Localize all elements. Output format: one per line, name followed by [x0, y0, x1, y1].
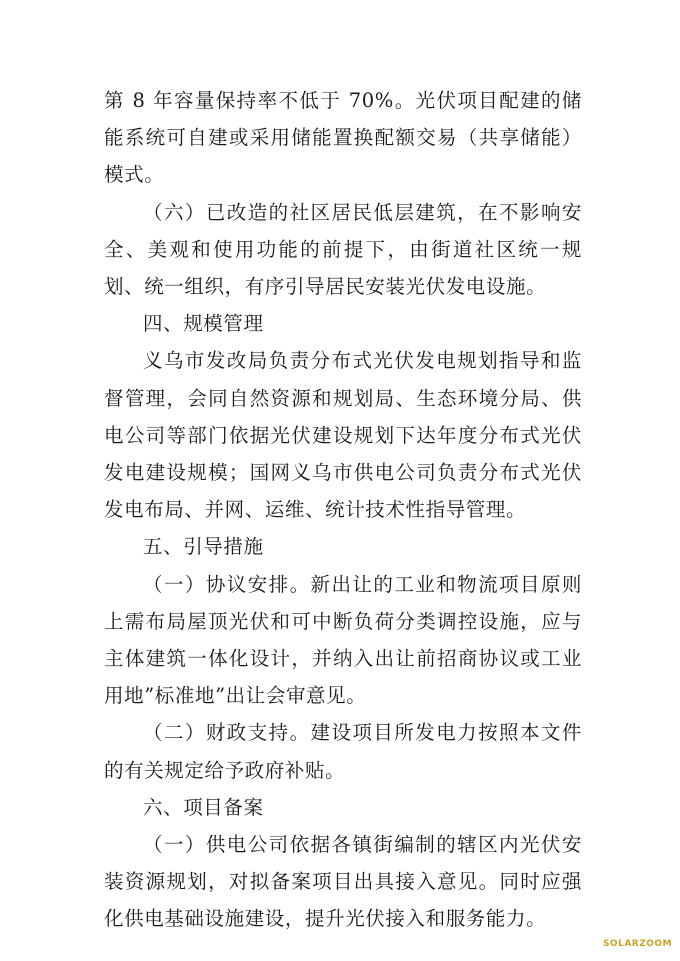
section-heading-6: 六、项目备案 — [143, 795, 264, 819]
document-body — [104, 82, 582, 938]
paragraph-6: （一）供电公司依据各镇街编制的辖区内光伏安装资源规划，对拟备案项目出具接入意见。同时应强化供电基础设施建设，提升光伏接入和服务能力。 — [104, 833, 582, 931]
section-heading-5: 五、引导措施 — [143, 535, 264, 559]
paragraph-5: （二）财政支持。建设项目所发电力按照本文件的有关规定给予政府补贴。 — [104, 721, 582, 782]
section-heading-4: 四、规模管理 — [143, 312, 264, 336]
paragraph-2: （六）已改造的社区居民低层建筑，在不影响安全、美观和使用功能的前提下，由街道社区统一规划、统一组织，有序引导居民安装光伏发电设施。 — [104, 200, 582, 299]
paragraph-4: （一）协议安排。新出让的工业和物流项目原则上需布局屋顶光伏和可中断负荷分类调控设施，应与主体建筑一体化设计，并纳入出让前招商协议或工业用地”标准地”出让会审意见。 — [104, 572, 582, 708]
watermark-logo: SOLARZOOM — [602, 939, 672, 949]
paragraph-3: 义乌市发改局负责分布式光伏发电规划指导和监督管理，会同自然资源和规划局、生态环境分局、供电公司等部门依据光伏建设规划下达年度分布式光伏发电建设规模；国网义乌市供电公司负责分布式光伏发电布局、并网、运维、统计技术性指导管理。 — [104, 349, 582, 522]
paragraph-1: 第 8 年容量保持率不低于 70%。光伏项目配建的储能系统可自建或采用储能置换配额交易（共享储能）模式。 — [104, 89, 582, 187]
